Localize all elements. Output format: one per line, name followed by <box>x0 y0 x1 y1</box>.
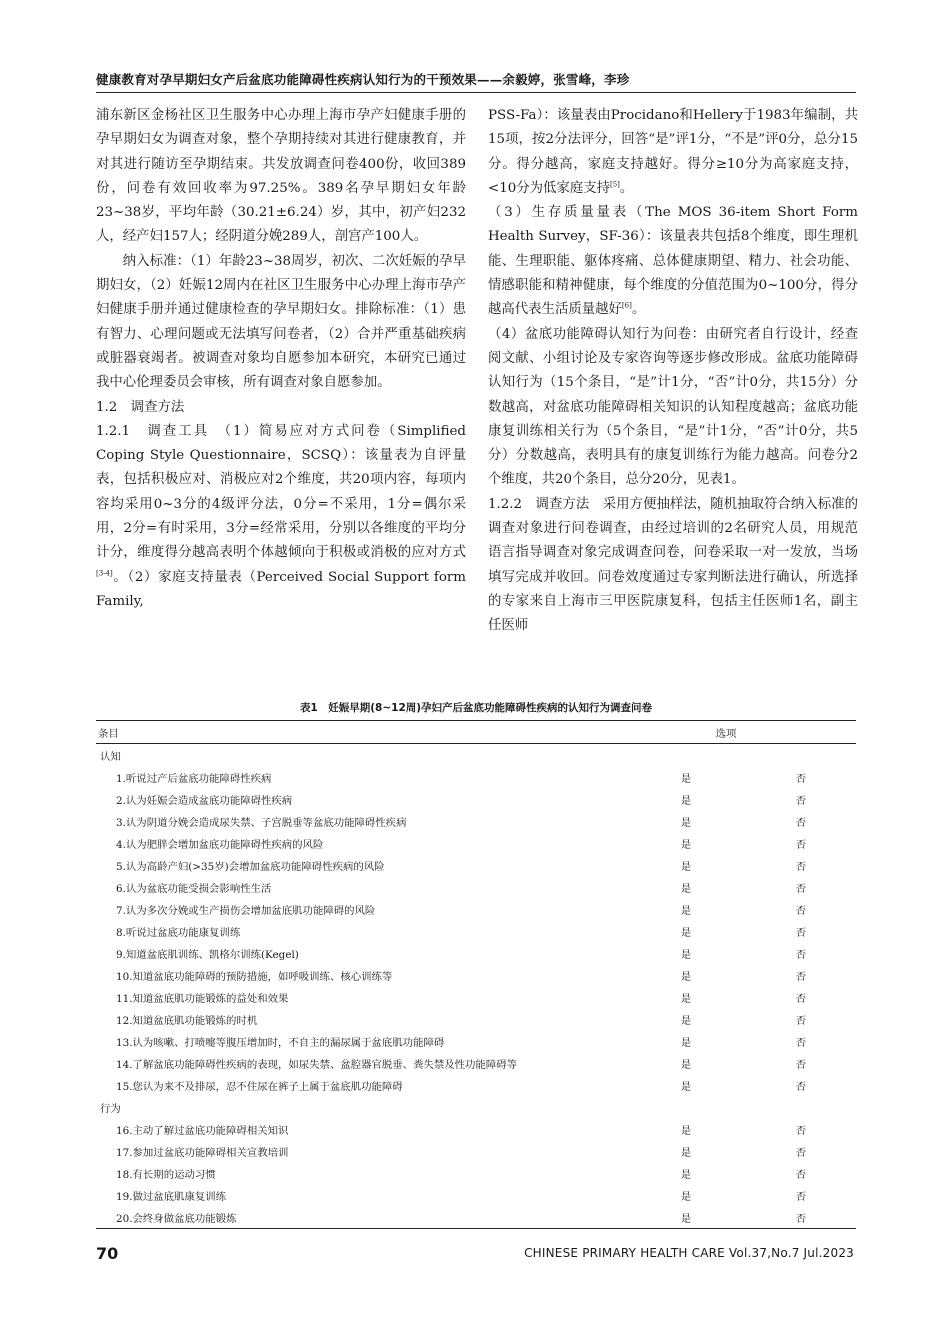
item-text: 15.您认为来不及排尿，忍不住尿在裤子上属于盆底肌功能障碍 <box>116 1080 403 1093</box>
table-row <box>96 986 856 1008</box>
journal-reference: CHINESE PRIMARY HEALTH CARE Vol.37,No.7 Jul.2023 <box>524 1246 854 1260</box>
header-options: 选项 <box>596 721 856 744</box>
option-yes: 是 <box>680 794 692 807</box>
option-no: 否 <box>795 1124 807 1137</box>
option-no: 否 <box>795 860 807 873</box>
table-row <box>96 1074 856 1096</box>
paragraph-text: （3）生存质量量表（The MOS 36-item Short Form Health Survey，SF-36）：该量表共包括8个维度，即生理机能、生理职能、躯体疼痛、总体健康期望、精力、社会功能、情感职能和精神健康，每个维度的分值范围为0~100分，得分越高代表生活质量越好 <box>488 205 858 318</box>
header-rule <box>96 92 856 93</box>
option-no: 否 <box>795 1080 807 1093</box>
option-no: 否 <box>776 1206 856 1229</box>
paragraph-text-tail: 。 <box>631 302 646 318</box>
option-yes: 是 <box>680 1146 692 1159</box>
option-yes: 是 <box>596 1206 776 1229</box>
table-row <box>96 1008 856 1030</box>
option-no: 否 <box>795 904 807 917</box>
option-yes: 是 <box>680 1124 692 1137</box>
table-row <box>96 1184 856 1206</box>
option-no: 否 <box>795 1190 807 1203</box>
item-text: 19.做过盆底肌康复训练 <box>116 1190 227 1203</box>
paragraph <box>488 201 858 322</box>
option-yes: 是 <box>680 1014 692 1027</box>
table-section-row <box>96 1096 856 1118</box>
option-no: 否 <box>795 1058 807 1071</box>
option-yes: 是 <box>680 816 692 829</box>
table-header-row <box>96 721 856 744</box>
table-row <box>96 920 856 942</box>
table-row <box>96 832 856 854</box>
option-no: 否 <box>795 882 807 895</box>
option-no: 否 <box>795 970 807 983</box>
paragraph-text-tail: 。（2）家庭支持量表（Perceived Social Support form Family, <box>96 569 466 609</box>
option-yes: 是 <box>680 1168 692 1181</box>
table-row <box>96 876 856 898</box>
option-no: 否 <box>795 838 807 851</box>
running-head: 健康教育对孕早期妇女产后盆底功能障碍性疾病认知行为的干预效果——余毅婷，张雪峰，李珍 <box>96 72 630 87</box>
paragraph-text: （4）盆底功能障碍认知行为问卷：由研究者自行设计，经查阅文献、小组讨论及专家咨询等逐步修改形成。盆底功能障碍认知行为（15个条目，“是”计1分，“否”计0分，共15分）分数越高，对盆底功能障碍相关知识的认知程度越高；盆底功能康复训练相关行为（5个条目，“是”计1分，“否”计0分，共5分）分数越高，表明具有的康复训练行为能力越高。问卷分2个维度，共20个条目，总分20分，见表1。 <box>488 326 858 488</box>
table-row <box>96 788 856 810</box>
paragraph-text: 纳入标准：（1）年龄23~38周岁，初次、二次妊娠的孕早期妇女，（2）妊娠12周内在社区卫生服务中心办理上海市孕产妇健康手册并通过健康检查的孕早期妇女。排除标准：（1）患有智力、心理问题或无法填写问卷者，（2）合并严重基础疾病或脏器衰竭者。被调查对象均自愿参加本研究，本研究已通过我中心伦理委员会审核，所有调查对象自愿参加。 <box>96 253 466 391</box>
page-number: 70 <box>96 1244 119 1263</box>
questionnaire-table <box>96 720 856 1229</box>
paragraph-text: PSS-Fa）：该量表由Procidano和Hellery于1983年编制，共15项，按2分法评分，回答“是”评1分，“不是”评0分，总分15分。得分越高，家庭支持越好。得分≥10分为高家庭支持，<10分为低家庭支持 <box>488 108 858 196</box>
paragraph-text-tail: 。 <box>619 180 634 196</box>
table-row <box>96 854 856 876</box>
item-text: 6.认为盆底功能受损会影响性生活 <box>116 882 272 895</box>
paragraph-text: 1.2 调查方法 <box>96 399 185 415</box>
item-text: 1.听说过产后盆底功能障碍性疾病 <box>116 772 272 785</box>
header-item: 条目 <box>96 721 596 744</box>
table-section-row <box>96 744 856 767</box>
option-yes: 是 <box>680 1190 692 1203</box>
citation-ref: [6] <box>621 301 632 310</box>
paragraph <box>96 104 466 250</box>
citation-ref: [3-4] <box>96 569 113 578</box>
item-text: 4.认为肥胖会增加盆底功能障碍性疾病的风险 <box>116 838 324 851</box>
table-row <box>96 964 856 986</box>
table-row <box>96 1140 856 1162</box>
item-text: 14.了解盆底功能障碍性疾病的表现，如尿失禁、盆腔器官脱垂、粪失禁及性功能障碍等 <box>116 1058 517 1071</box>
item-text: 20.会终身做盆底功能锻炼 <box>96 1206 596 1229</box>
item-text: 10.知道盆底功能障碍的预防措施，如呼吸训练、核心训练等 <box>116 970 393 983</box>
left-text-column <box>96 104 466 614</box>
item-text: 11.知道盆底肌功能锻炼的益处和效果 <box>116 992 289 1005</box>
option-yes: 是 <box>680 1080 692 1093</box>
table-row <box>96 1162 856 1184</box>
table-row <box>96 942 856 964</box>
option-no: 否 <box>795 816 807 829</box>
option-no: 否 <box>795 772 807 785</box>
option-no: 否 <box>795 948 807 961</box>
paragraph-text: 1.2.1 调查工具 （1）简易应对方式问卷（Simplified Coping Style Questionnaire，SCSQ）：该量表为自评量表，包括积极应对、消极应对2个维度，共20项内容，每项内容均采用0~3分的4级评分法，0分=不采用，1分=偶尔采用，2分=有时采用，3分=经常采用，分别以各维度的平均分计分，维度得分越高表明个体越倾向于积极或消极的应对方式 <box>96 423 466 561</box>
table-row <box>96 1118 856 1140</box>
option-yes: 是 <box>680 904 692 917</box>
option-yes: 是 <box>680 882 692 895</box>
paragraph <box>488 323 858 493</box>
section-label: 行为 <box>100 1102 121 1115</box>
option-no: 否 <box>795 1146 807 1159</box>
item-text: 16.主动了解过盆底功能障碍相关知识 <box>116 1124 289 1137</box>
option-no: 否 <box>795 926 807 939</box>
table-row <box>96 766 856 788</box>
citation-ref: [5] <box>610 180 620 189</box>
paragraph-text: 浦东新区金杨社区卫生服务中心办理上海市孕产妇健康手册的孕早期妇女为调查对象，整个孕期持续对其进行健康教育，并对其进行随访至孕期结束。共发放调查问卷400份，收回389份，问卷有效回收率为97.25%。389名孕早期妇女年龄23~38岁，平均年龄（30.21±6.24）岁，其中，初产妇232人，经产妇157人；经阴道分娩289人，剖宫产100人。 <box>96 108 466 245</box>
option-yes: 是 <box>680 1058 692 1071</box>
paragraph <box>96 396 466 420</box>
paragraph-text: 1.2.2 调查方法 采用方便抽样法，随机抽取符合纳入标准的调查对象进行问卷调查，由经过培训的2名研究人员，用规范语言指导调查对象完成调查问卷，问卷采取一对一发放，当场填写完成并收回。问卷效度通过专家判断法进行确认，所选择的专家来自上海市三甲医院康复科，包括主任医师1名，副主任医师 <box>488 496 858 634</box>
option-yes: 是 <box>680 838 692 851</box>
item-text: 17.参加过盆底功能障碍相关宣教培训 <box>116 1146 289 1159</box>
option-yes: 是 <box>680 948 692 961</box>
item-text: 3.认为阴道分娩会造成尿失禁、子宫脱垂等盆底功能障碍性疾病 <box>116 816 407 829</box>
paragraph <box>96 250 466 396</box>
option-yes: 是 <box>680 926 692 939</box>
option-yes: 是 <box>680 772 692 785</box>
option-no: 否 <box>795 794 807 807</box>
item-text: 12.知道盆底肌功能锻炼的时机 <box>116 1014 258 1027</box>
table-row <box>96 1030 856 1052</box>
paragraph <box>488 104 858 201</box>
item-text: 8.听说过盆底功能康复训练 <box>116 926 241 939</box>
item-text: 18.有长期的运动习惯 <box>116 1168 216 1181</box>
item-text: 7.认为多次分娩或生产损伤会增加盆底肌功能障碍的风险 <box>116 904 376 917</box>
item-text: 2.认为妊娠会造成盆底功能障碍性疾病 <box>116 794 293 807</box>
table-row <box>96 1052 856 1074</box>
table-row <box>96 810 856 832</box>
right-text-column <box>488 104 858 639</box>
option-yes: 是 <box>680 860 692 873</box>
option-no: 否 <box>795 1168 807 1181</box>
table-row <box>96 898 856 920</box>
option-yes: 是 <box>680 970 692 983</box>
table-body <box>96 744 856 1229</box>
table-caption: 表1 妊娠早期(8~12周)孕妇产后盆底功能障碍性疾病的认知行为调查问卷 <box>299 702 653 714</box>
option-yes: 是 <box>680 992 692 1005</box>
option-no: 否 <box>795 992 807 1005</box>
paragraph <box>96 420 466 614</box>
option-no: 否 <box>795 1014 807 1027</box>
section-label: 认知 <box>100 750 121 763</box>
option-no: 否 <box>795 1036 807 1049</box>
item-text: 13.认为咳嗽、打喷嚏等腹压增加时，不自主的漏尿属于盆底肌功能障碍 <box>116 1036 445 1049</box>
table-row <box>96 1206 856 1229</box>
paragraph <box>488 493 858 639</box>
item-text: 9.知道盆底肌训练、凯格尔训练(Kegel) <box>116 948 299 961</box>
item-text: 5.认为高龄产妇(>35岁)会增加盆底功能障碍性疾病的风险 <box>116 860 385 873</box>
option-yes: 是 <box>680 1036 692 1049</box>
